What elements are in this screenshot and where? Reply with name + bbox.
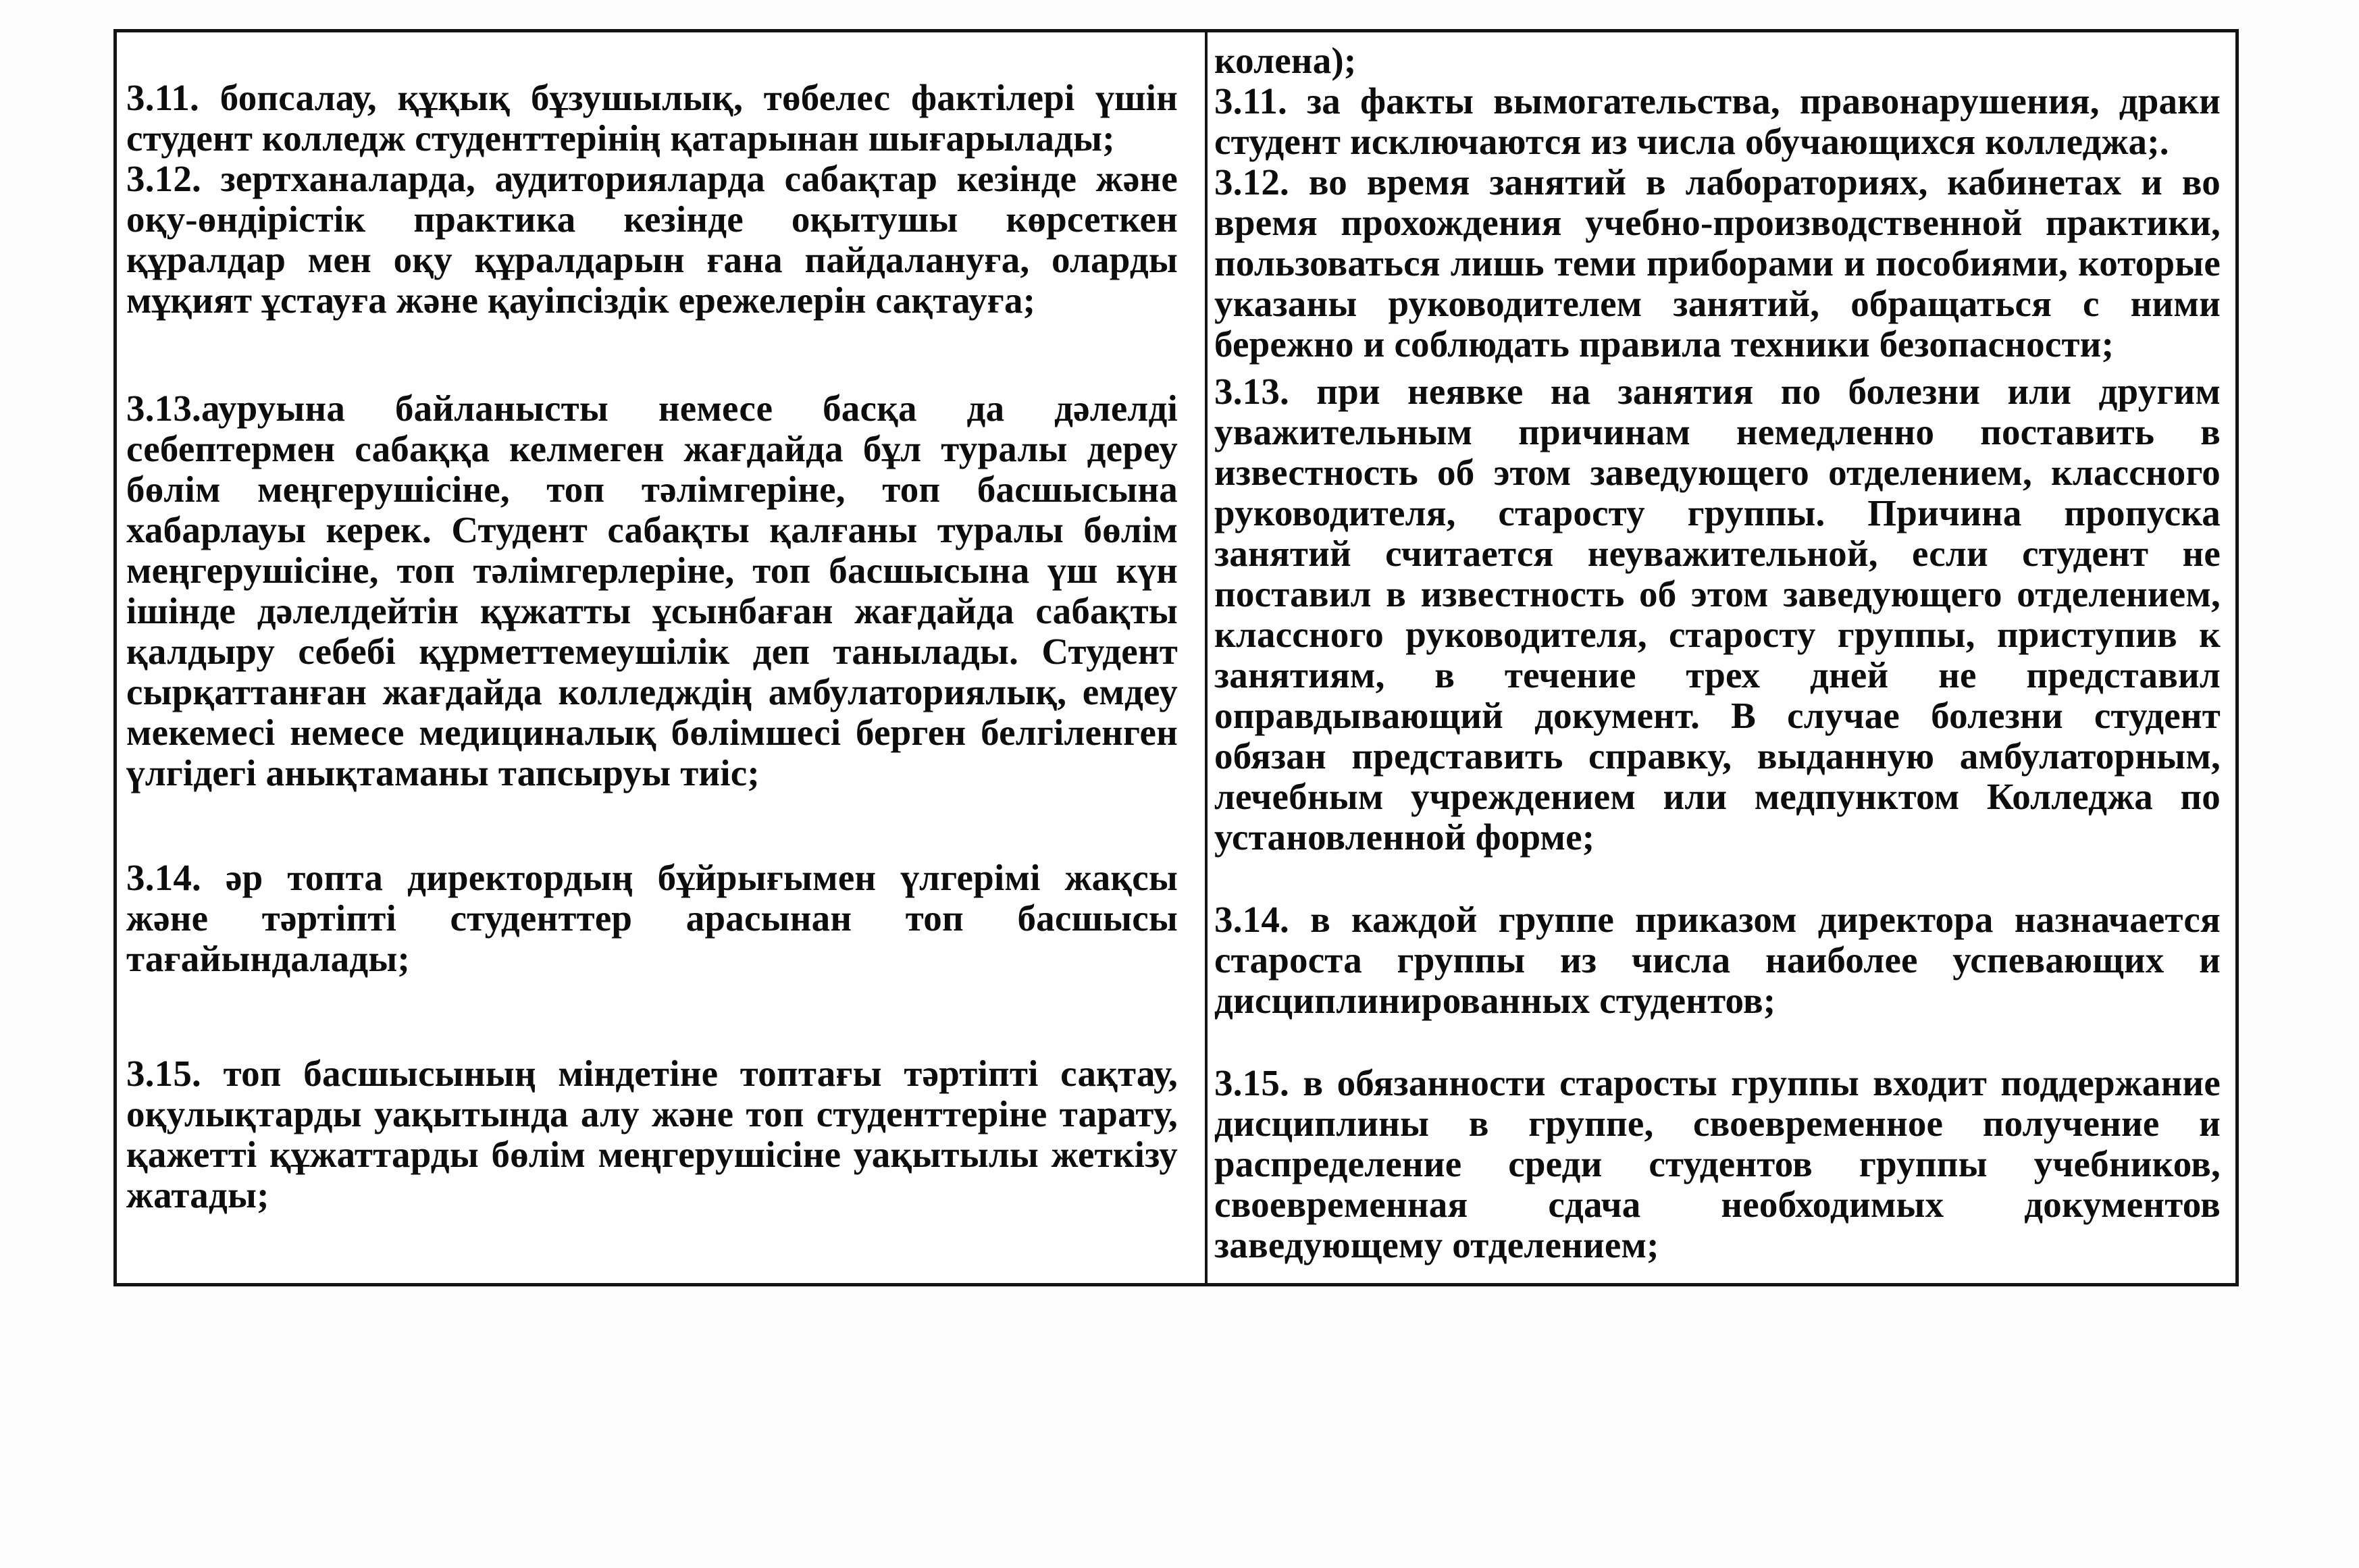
paragraph-continuation-ru: колена); (1214, 40, 1357, 81)
paragraph-3-13-kk: 3.13.ауруына байланысты немесе басқа да дәлелді себептермен сабаққа келмеген жағдайда бұл туралы дереу бөлім меңгерушісіне, топ тәлімгеріне, топ басшысына хабарлауы керек. Студент сабақты қалғаны туралы бөлім меңгерушісіне, топ тәлімгерлеріне, топ басшысына үш күн ішінде дәлелдейтін құжатты ұсынбаған жағдайда сабақты қалдыру себебі құрметтемеушілік деп танылады. Студент сырқаттанған жағдайда колледждің амбулаториялық, емдеу мекемесі немесе медициналық бөлімшесі берген белгіленген үлгідегі анықтаманы тапсыруы тиіс; (126, 388, 1178, 793)
paragraph-3-15-kk: 3.15. топ басшысының міндетіне топтағы тәртіпті сақтау, оқулықтарды уақытында алу және топ студенттеріне тарату, қажетті құжаттарды бөлім меңгерушісіне уақытылы жеткізу жатады; (126, 1053, 1178, 1216)
paragraph-3-12-kk: 3.12. зертханаларда, аудиторияларда сабақтар кезінде және оқу-өндірістік практика кезінде оқытушы көрсеткен құралдар мен оқу құралдарын ғана пайдалануға, оларды мұқият ұстауға және қауіпсіздік ережелерін сақтауға; (126, 158, 1178, 321)
russian-column (1208, 32, 2235, 1283)
kazakh-column (117, 32, 1208, 1283)
paragraph-3-14-kk: 3.14. әр топта директордың бұйрығымен үлгерімі жақсы және тәртіпті студенттер арасынан топ басшысы тағайындалады; (126, 857, 1178, 979)
paragraph-3-13-ru: 3.13. при неявке на занятия по болезни или другим уважительным причинам немедленно поставить в известность об этом заведующего отделением, классного руководителя, старосту группы. Причина пропуска занятий считается неуважительной, если студент не поставил в известность об этом заведующего отделением, классного руководителя, старосту группы, приступив к занятиям, в течение трех дней не представил оправдывающий документ. В случае болезни студент обязан представить справку, выданную амбулаторным, лечебным учреждением или медпунктом Колледжа по установленной форме; (1214, 371, 2221, 858)
paragraph-3-11-ru: 3.11. за факты вымогательства, правонарушения, драки студент исключаются из числа обучающихся колледжа;. (1214, 80, 2221, 162)
paragraph-3-14-ru: 3.14. в каждой группе приказом директора назначается староста группы из числа наиболее успевающих и дисциплинированных студентов; (1214, 899, 2221, 1021)
paragraph-3-12-ru: 3.12. во время занятий в лабораториях, кабинетах и во время прохождения учебно-производственной практики, пользоваться лишь теми приборами и пособиями, которые указаны руководителем занятий, обращаться с ними бережно и соблюдать правила техники безопасности; (1214, 161, 2221, 365)
paragraph-3-11-kk: 3.11. бопсалау, құқық бұзушылық, төбелес фактілері үшін студент колледж студенттерінің қатарынан шығарылады; (126, 77, 1178, 159)
rules-table (113, 29, 2239, 1286)
paragraph-3-15-ru: 3.15. в обязанности старосты группы входит поддержание дисциплины в группе, своевременное получение и распределение среди студентов группы учебников, своевременная сдача необходимых документов заведующему отделением; (1214, 1062, 2221, 1265)
